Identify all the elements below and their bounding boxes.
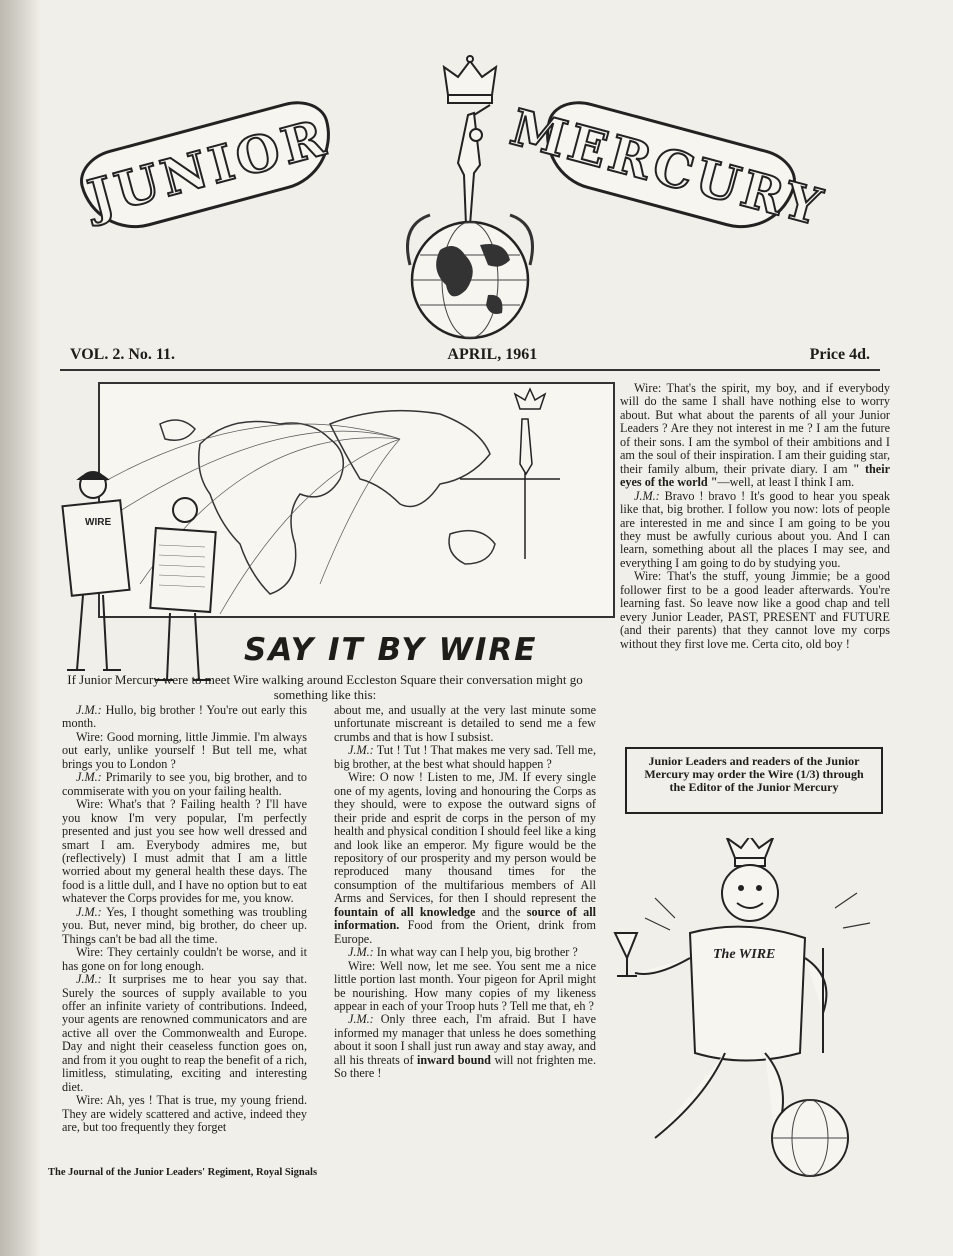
- article-column-3: [620, 382, 890, 651]
- paragraph: J.M.: Only three each, I'm afraid. But I have informed my manager that unless he does something about it soon I shall just run away and stay away, and all his threats of inward bound will not frighten me. So there !: [334, 1012, 596, 1081]
- paragraph: J.M.: Primarily to see you, big brother, and to commiserate with you on your failing health.: [62, 770, 307, 798]
- paragraph: J.M.: It surprises me to hear you say that. Surely the sources of supply available to you offer an infinite variety of contributions. Indeed, your agents are renowned communicators and are active all over the Commonwealth and Europe. Day and night their ceaseless function goes on, and from it you ought to reap the benefit of a rich, limitless, stimulating, exciting and interesting diet.: [62, 972, 307, 1094]
- divider: [60, 369, 880, 371]
- paragraph: about me, and usually at the very last minute some unfortunate miscreant is detailed to send me a few crumbs and that is how I subsist.: [334, 703, 596, 744]
- intro-text: If Junior Mercury were to meet Wire walking around Eccleston Square their conversation might go something like this:: [67, 672, 583, 702]
- paragraph: J.M.: Tut ! Tut ! That makes me very sad. Tell me, big brother, at the best what should happen ?: [334, 743, 596, 771]
- wire-mascot-illustration: [595, 838, 895, 1183]
- headline: SAY IT BY WIRE: [244, 632, 538, 668]
- paragraph: Wire: What's that ? Failing health ? I'll have you know I'm very popular, I'm perfectly presented and just you see how well dressed and smart I am. Everybody admires me, but (reflectively) I must admit that I am a little worried about my general health these days. The food is a little dull, and I have no option but to eat whatever the Corps provides for me, you know.: [62, 797, 307, 906]
- paragraph: Wire: That's the spirit, my boy, and if everybody will do the same I shall have nothing else to worry about. But what about the parents of all your Junior Leaders ? Are they not interest in me ? I am the future of their sons. I am the symbol of their ambitions and I am the soul of their inspiration. I am their guiding star, their family album, their private diary. I am " their eyes of the world "—well, at least I think I am.: [620, 381, 890, 490]
- issue-line: [70, 346, 870, 368]
- paragraph: Wire: That's the stuff, young Jimmie; be a good follower first to be a good leader afterwards. You're learning fast. So leave now like a good chap and tell every Junior Leader, PAST, PRESENT and FUTURE (and their parents) that they cannot love my corps without they first love me. Certa cito, old boy !: [620, 569, 890, 651]
- paragraph: Wire: Well now, let me see. You sent me a nice little portion last month. Your pigeon for April might be nourishing. How many copies of my likeness appear in each of your Troop huts ? Tell me that, eh ?: [334, 958, 596, 1013]
- paragraph: Wire: Ah, yes ! That is true, my young friend. They are widely scattered and active, indeed they are, but too frequently they forget: [62, 1093, 307, 1135]
- title-junior: JUNIOR: [81, 106, 335, 228]
- order-notice-box: Junior Leaders and readers of the Junior Mercury may order the Wire (1/3) through the Editor of the Junior Mercury: [625, 747, 883, 814]
- issue-price: Price 4d.: [809, 346, 870, 363]
- paragraph: Wire: O now ! Listen to me, JM. If every single one of my agents, loving and honouring the Corps as they should, were to expose the outward signs of their pride and esprit de corps in the person of my health and physical condition I should feel like a king and look like an emperor. My figure would be the repository of our prosperity and my person would be reproduced many thousand times for the consumption of the multifarious members of All Arms and Services, for then I should represent the fountain of all knowledge and the source of all information. Food from the Orient, drink from Europe.: [334, 770, 596, 946]
- masthead: [40, 55, 832, 355]
- paragraph: J.M.: In what way can I help you, big brother ?: [348, 945, 578, 960]
- issue-date: APRIL, 1961: [447, 346, 538, 363]
- paragraph: J.M.: Bravo ! bravo ! It's good to hear you speak like that, big brother. I follow you now: lots of people are interested in me and since I am going to be you they must be awfully curious about you. And I can learn, something about all the places I may see, and everything I am going to do by studying you.: [620, 488, 890, 570]
- binding-shadow: [0, 0, 40, 1256]
- title-banner-left: [73, 93, 342, 240]
- paragraph: Wire: Good morning, little Jimmie. I'm always out early, unlike yourself ! But tell me, what brings you to London ?: [62, 729, 307, 771]
- figure-badge: WIRE: [85, 517, 112, 528]
- newspaper-readers-illustration: [55, 465, 225, 690]
- title-banner-right: [504, 93, 832, 240]
- paragraph: Wire: They certainly couldn't be worse, and it has gone on for long enough.: [62, 945, 307, 973]
- article-column-1: [62, 704, 307, 1135]
- volume-number: VOL. 2. No. 11.: [70, 346, 176, 363]
- title-mercury: MERCURY: [504, 96, 832, 238]
- article-column-2: [334, 704, 596, 1081]
- journal-footer: The Journal of the Junior Leaders' Regiment, Royal Signals: [48, 1167, 318, 1178]
- wire-badge: The WIRE: [713, 947, 776, 962]
- paragraph: J.M.: Hullo, big brother ! You're out early this month.: [62, 703, 307, 731]
- paragraph: J.M.: Yes, I thought something was troubling you. But, never mind, big brother, do cheer up. Things can't be bad all the time.: [62, 904, 307, 946]
- mercury-crest-icon: [370, 55, 570, 355]
